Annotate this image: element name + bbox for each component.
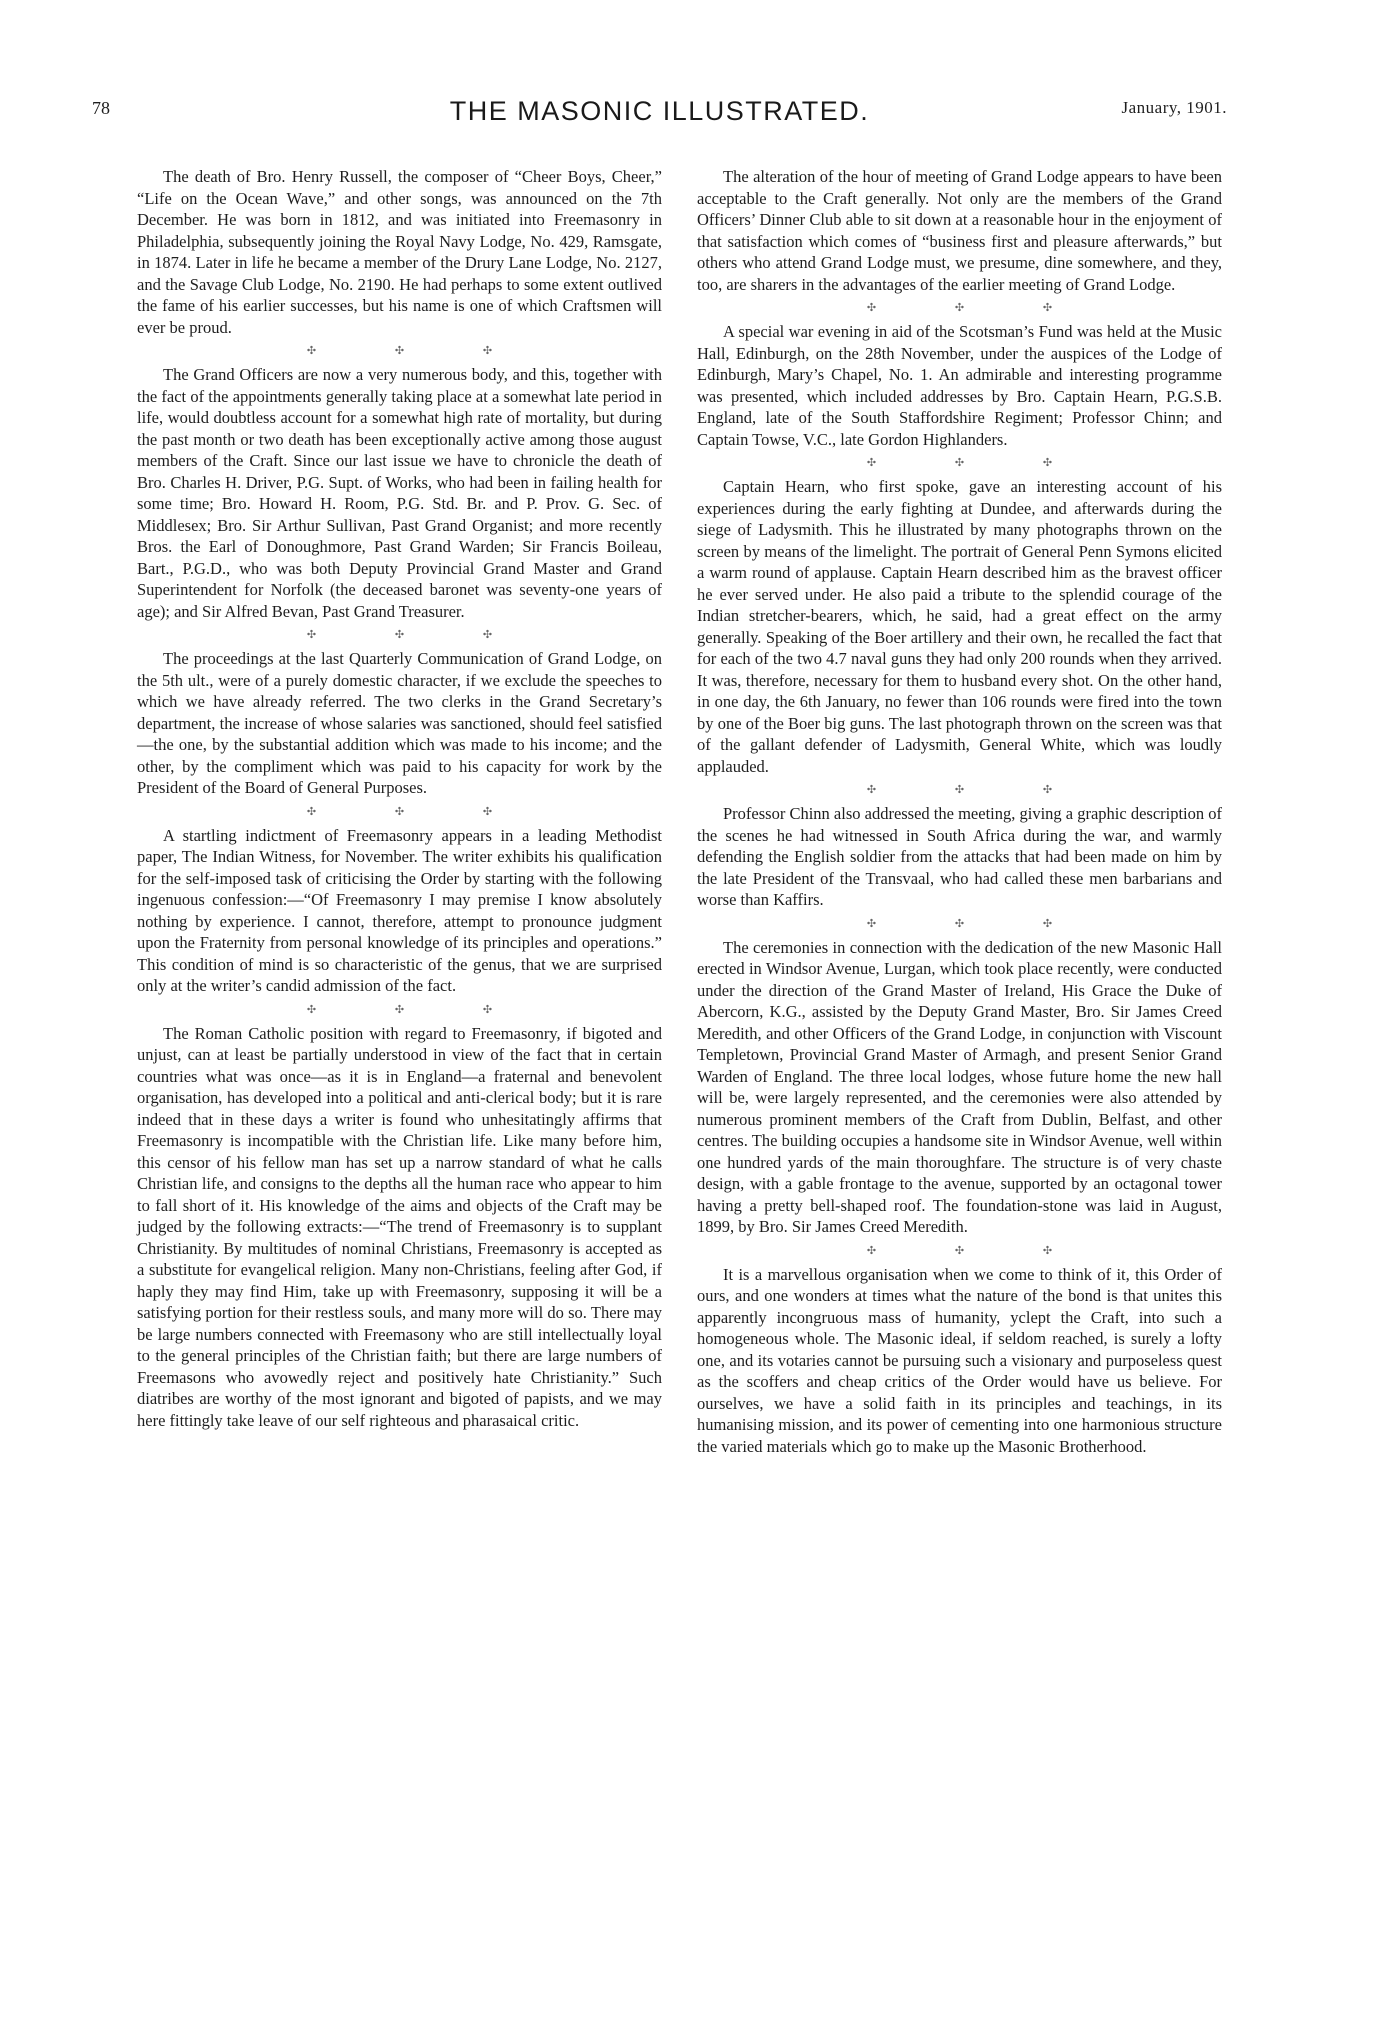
paragraph-roman-catholic-position: The Roman Catholic position with regard to Freemasonry, if bigoted and unjust, can at least be partially understood in view of the fact that in certain countries what was once—as it is in England—a fraternal and benevolent organisation, has developed into a political and anti-clerical body; but it is rare indeed that in these days a writer is found who unhesitatingly affirms that Freemasonry is incompatible with the Christian life. Like many before him, this censor of his fellow man has set up a narrow standard of what he calls Christian life, and consigns to the depths all the human race who appear to him to fall short of it. His knowledge of the aims and objects of the Craft may be judged by the following extracts:—“The trend of Freemasonry is to supplant Christianity. By multitudes of nominal Christians, Freemasonry is accepted as a substitute for evangelical religion. Many non-Christians, feeling after God, if haply they may find Him, take up with Freemasonry, supposing it will be a satisfying portion for their restless souls, and many more will do so. There may be large numbers connected with Freemasony who are still intellectually loyal to the general principles of the Christian faith; but there are large numbers of Freemasons who avowedly reject and positively hate Christianity.” Such diatribes are worthy of the most ignorant and bigoted of papists, and we may here fittingly take leave of our self righteous and pharasaical critic. bbox=[137, 1023, 662, 1430]
magazine-title: THE MASONIC ILLUSTRATED. bbox=[449, 96, 870, 126]
issue-date: January, 1901. bbox=[1121, 98, 1227, 117]
left-column bbox=[137, 166, 662, 1431]
section-ornament: ✣ ✣ ✣ bbox=[306, 629, 531, 641]
paragraph-indian-witness: A startling indictment of Freemasonry appears in a leading Methodist paper, The Indian Witness, for November. The writer exhibits his qualification for the self-imposed task of criticising the Order by starting with the following ingenuous confession:—“Of Freemasonry I may premise I know absolutely nothing by experience. I cannot, therefore, attempt to pronounce judgment upon the Fraternity from personal knowledge of its principles and operations.” This condition of mind is so characteristic of the genus, that we are surprised only at the writer’s candid admission of the fact. bbox=[137, 825, 662, 995]
paragraph-lurgan-hall: The ceremonies in connection with the dedication of the new Masonic Hall erected in Windsor Avenue, Lurgan, which took place recently, were conducted under the direction of the Grand Master of Ireland, His Grace the Duke of Abercorn, K.G., assisted by the Deputy Grand Master, Bro. Sir James Creed Meredith, and other Officers of the Grand Lodge, in conjunction with Viscount Templetown, Provincial Grand Master of Armagh, and present Senior Grand Warden of England. The three local lodges, whose future home the new hall will be, were largely represented, and the ceremonies were also attended by numerous prominent members of the Craft from Dublin, Belfast, and other centres. The building occupies a handsome site in Windsor Avenue, well within one hundred yards of the main thoroughfare. The structure is of very chaste design, with a gable frontage to the avenue, supported by an octagonal tower having a pretty bell-shaped roof. The foundation-stone was laid in August, 1899, by Bro. Sir James Creed Meredith. bbox=[697, 937, 1222, 1236]
paragraph-grand-officers: The Grand Officers are now a very numerous body, and this, together with the fact of the appointments generally taking place at a somewhat late period in life, would doubtless account for a somewhat high rate of mortality, but during the past month or two death has been exceptionally active among those august members of the Craft. Since our last issue we have to chronicle the death of Bro. Charles H. Driver, P.G. Supt. of Works, who had been in failing health for some time; Bro. Howard H. Room, P.G. Std. Br. and P. Prov. G. Sec. of Middlesex; Bro. Sir Arthur Sullivan, Past Grand Organist; and more recently Bros. the Earl of Donoughmore, Past Grand Warden; Sir Francis Boileau, Bart., P.G.D., who was both Deputy Provincial Grand Master and Grand Superintendent for Norfolk (the deceased baronet was seventy-one years of age); and Sir Alfred Bevan, Past Grand Treasurer. bbox=[137, 365, 662, 621]
section-ornament: ✣ ✣ ✣ bbox=[866, 784, 1091, 796]
section-ornament: ✣ ✣ ✣ bbox=[866, 917, 1091, 930]
page-number: 78 bbox=[92, 98, 110, 118]
paragraph-masonic-ideal: It is a marvellous organisation when we come to think of it, this Order of ours, and one wonders at times what the nature of the bond is that unites this apparently incongruous mass of humanity, yclept the Craft, into such a homogeneous whole. The Masonic ideal, if seldom reached, is surely a lofty one, and its votaries cannot be pursuing such a visionary and purposeless quest as the scoffers and cheap critics of the Order would have us believe. For ourselves, we have a solid faith in its principles and teachings, in its humanising mission, and its power of cementing into one harmonious structure the varied materials which go to make up the Masonic Brotherhood. bbox=[697, 1264, 1222, 1456]
section-ornament: ✣ ✣ ✣ bbox=[866, 302, 1091, 314]
paragraph-quarterly-communication: The proceedings at the last Quarterly Communication of Grand Lodge, on the 5th ult., were of a purely domestic character, if we exclude the speeches to which we have already referred. The two clerks in the Grand Secretary’s department, the increase of whose salaries was sanctioned, should feel satisfied—the one, by the substantial addition which was made to his income; and the other, by the compliment which was paid to his capacity for work by the President of the Board of General Purposes. bbox=[137, 649, 662, 797]
paragraph-war-evening: A special war evening in aid of the Scotsman’s Fund was held at the Music Hall, Edinburgh, on the 28th November, under the auspices of the Lodge of Edinburgh, Mary’s Chapel, No. 1. An admirable and interesting programme was presented, which included addresses by Bro. Captain Hearn, P.G.S.B. England, late of the South Staffordshire Regiment; Professor Chinn; and Captain Towse, V.C., late Gordon Highlanders. bbox=[697, 322, 1222, 449]
section-ornament: ✣ ✣ ✣ bbox=[306, 1003, 531, 1016]
page-header bbox=[92, 96, 1227, 136]
section-ornament: ✣ ✣ ✣ bbox=[306, 805, 531, 818]
paragraph-professor-chinn: Professor Chinn also addressed the meeting, giving a graphic description of the scenes he had witnessed in South Africa during the war, and warmly defending the English soldier from the attacks that had been made on him by the late President of the Transvaal, who had called these men barbarians and worse than Kaffirs. bbox=[697, 804, 1223, 909]
paragraph-captain-hearn: Captain Hearn, who first spoke, gave an interesting account of his experiences during the early fighting at Dundee, and afterwards during the siege of Ladysmith. This he illustrated by many photographs thrown on the screen by means of the limelight. The portrait of General Penn Symons elicited a warm round of applause. Captain Hearn described him as the bravest officer he ever served under. He also paid a tribute to the splendid courage of the Indian stretcher-bearers, which, he said, had a great effect on the army generally. Speaking of the Boer artillery and their own, he recalled the fact that for each of the two 4.7 naval guns they had only 200 rounds when they arrived. It was, therefore, necessary for them to husband every shot. On the other hand, in one day, the 6th January, no fewer than 106 rounds were fired into the town by one of the Boer big guns. The last photograph thrown on the screen was that of the gallant defender of Ladysmith, General White, which was loudly applauded. bbox=[697, 477, 1222, 776]
section-ornament: ✣ ✣ ✣ bbox=[866, 1244, 1091, 1257]
right-column bbox=[697, 166, 1222, 1457]
paragraph-grand-lodge-hour: The alteration of the hour of meeting of Grand Lodge appears to have been acceptable to the Craft generally. Not only are the members of the Grand Officers’ Dinner Club able to sit down at a reasonable hour in the enjoyment of that satisfaction which comes of “business first and pleasure afterwards,” but others who attend Grand Lodge must, we presume, dine somewhere, and they, too, are sharers in the advantages of the earlier meeting of Grand Lodge. bbox=[697, 167, 1222, 294]
paragraph-henry-russell: The death of Bro. Henry Russell, the composer of “Cheer Boys, Cheer,” “Life on the Ocean Wave,” and other songs, was announced on the 7th December. He was born in 1812, and was initiated into Freemasonry in Philadelphia, subsequently joining the Royal Navy Lodge, No. 429, Ramsgate, in 1874. Later in life he became a member of the Drury Lane Lodge, No. 2127, and the Savage Club Lodge, No. 2190. He had perhaps to some extent outlived the fame of his earlier successes, but his name is one of which Craftsmen will ever be proud. bbox=[137, 167, 662, 337]
section-ornament: ✣ ✣ ✣ bbox=[306, 345, 531, 357]
section-ornament: ✣ ✣ ✣ bbox=[866, 457, 1091, 469]
